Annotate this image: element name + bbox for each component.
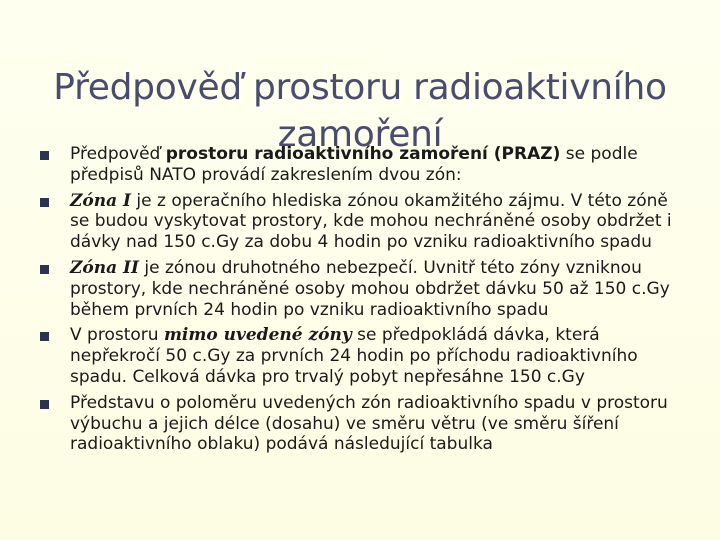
bullet-item-praz bbox=[38, 144, 688, 186]
bullet-text-after: je zónou druhotného nebezpečí. Uvnitř této zóny vzniknou prostory, kde nechráněné osoby mohou obdržet dávku 50 až 150 c.Gy během prvních 24 hodin po vzniku radioaktivního spadu bbox=[70, 257, 670, 320]
square-bullet-icon bbox=[40, 198, 49, 207]
slide-title: Předpověď prostoru radioaktivního zamoření bbox=[53, 67, 667, 156]
bullet-text-after: se podle předpisů NATO provádí zakreslením dvou zón: bbox=[70, 144, 638, 185]
bullet-item-zone-2 bbox=[38, 258, 688, 320]
bullet-text-after: se předpokládá dávka, která nepřekročí 50 c.Gy za prvních 24 hodin po příchodu radioaktivního spadu. Celková dávka pro trvalý pobyt nepřesáhne 150 c.Gy bbox=[70, 325, 638, 387]
bullet-emphasis: mimo uvedené zóny bbox=[163, 325, 352, 346]
square-bullet-icon bbox=[40, 265, 49, 274]
square-bullet-icon bbox=[40, 332, 49, 341]
bullet-text-before: Představu o poloměru uvedených zón radioaktivního spadu v prostoru výbuchu a jejich délce (dosahu) ve směru větru (ve směru šíření radioaktivního oblaku) podává následující tabulka bbox=[70, 392, 668, 455]
bullet-emphasis: Zóna I bbox=[70, 190, 131, 211]
bullet-item-zone-1 bbox=[38, 191, 688, 253]
square-bullet-icon bbox=[40, 400, 49, 409]
bullet-text-before: Předpověď bbox=[70, 144, 166, 164]
bullet-item-outside-zones bbox=[38, 325, 688, 387]
bullet-list bbox=[38, 144, 688, 460]
bullet-text-before: V prostoru bbox=[70, 325, 164, 346]
square-bullet-icon bbox=[40, 151, 49, 160]
bullet-emphasis: prostoru radioaktivního zamoření (PRAZ) bbox=[165, 144, 561, 164]
bullet-text-after: je z operačního hlediska zónou okamžitého zájmu. V této zóně se budou vyskytovat prostory, kde mohou nechráněné osoby obdržet i dávky nad 150 c.Gy za dobu 4 hodin po vzniku radioaktivního spadu bbox=[70, 190, 672, 253]
bullet-emphasis: Zóna II bbox=[70, 257, 139, 278]
bullet-item-table-intro bbox=[38, 393, 688, 455]
